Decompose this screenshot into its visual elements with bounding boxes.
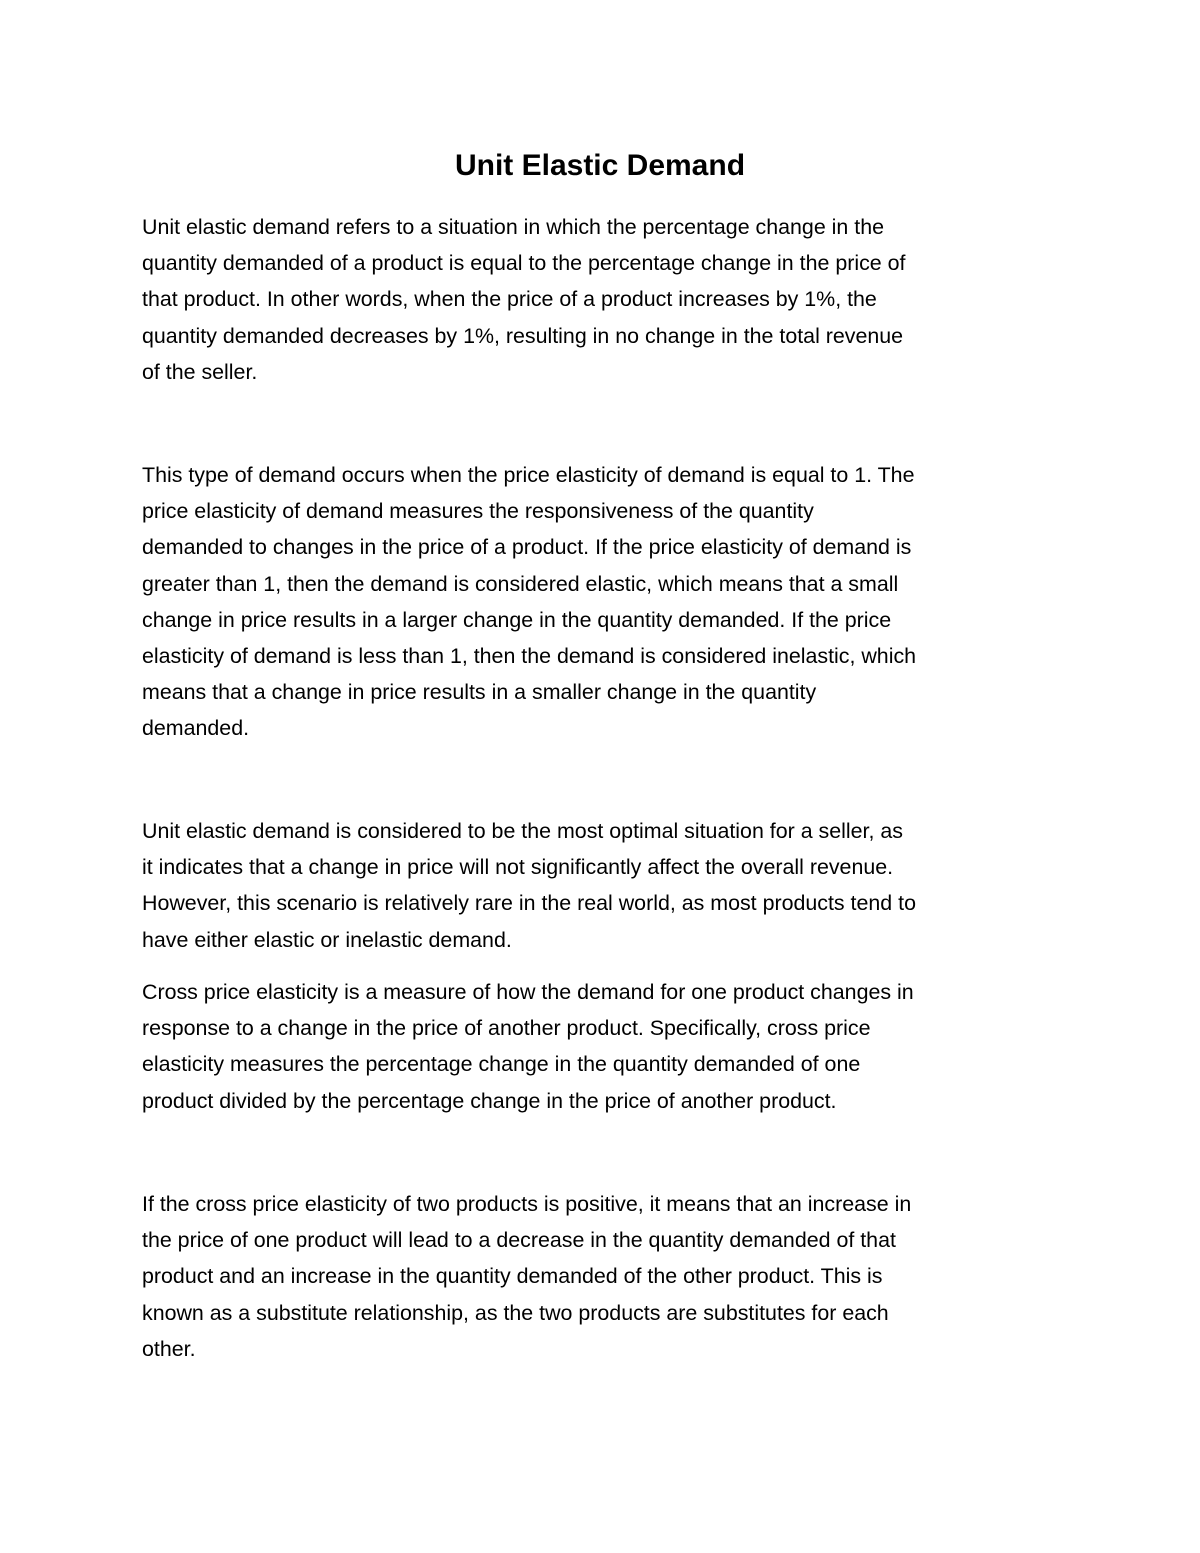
text-line: demanded to changes in the price of a product. If the price elasticity of demand is — [142, 535, 912, 560]
text-line: If the cross price elasticity of two products is positive, it means that an increase in — [142, 1192, 912, 1216]
text-line: Unit elastic demand is considered to be the most optimal situation for a seller, as — [142, 819, 903, 843]
text-line: Unit elastic demand refers to a situation in which the percentage change in the — [142, 215, 884, 239]
paragraph-unit-elastic-definition — [142, 209, 1060, 390]
text-line: have either elastic or inelastic demand. — [142, 927, 512, 952]
text-line: price elasticity of demand measures the responsiveness of the quantity — [142, 499, 814, 524]
text-line: elasticity measures the percentage change in the quantity demanded of one — [142, 1052, 861, 1077]
text-line: of the seller. — [142, 359, 258, 384]
text-line: response to a change in the price of another product. Specifically, cross price — [142, 1016, 871, 1041]
paragraph-substitute-relationship — [142, 1186, 1060, 1367]
text-line: This type of demand occurs when the price elasticity of demand is equal to 1. The — [142, 463, 915, 487]
text-line: greater than 1, then the demand is considered elastic, which means that a small — [142, 571, 899, 596]
text-line: elasticity of demand is less than 1, then the demand is considered inelastic, which — [142, 644, 917, 669]
text-line: means that a change in price results in a smaller change in the quantity — [142, 680, 817, 705]
text-line: it indicates that a change in price will not significantly affect the overall revenue. — [142, 855, 894, 880]
text-line: other. — [142, 1336, 196, 1361]
text-line: However, this scenario is relatively rare in the real world, as most products tend to — [142, 891, 916, 916]
text-line: change in price results in a larger change in the quantity demanded. If the price — [142, 607, 892, 632]
text-line: the price of one product will lead to a decrease in the quantity demanded of that — [142, 1228, 896, 1253]
text-line: product and an increase in the quantity demanded of the other product. This is — [142, 1264, 883, 1289]
paragraph-optimal-situation — [142, 813, 1060, 958]
text-line: that product. In other words, when the price of a product increases by 1%, the — [142, 287, 877, 312]
paragraph-cross-price-elasticity — [142, 974, 1060, 1119]
text-line: demanded. — [142, 716, 250, 741]
text-line: quantity demanded decreases by 1%, resulting in no change in the total revenue — [142, 323, 904, 348]
text-line: product divided by the percentage change in the price of another product. — [142, 1088, 837, 1113]
text-line: quantity demanded of a product is equal to the percentage change in the price of — [142, 251, 906, 276]
paragraph-price-elasticity — [142, 457, 1060, 747]
text-line: Cross price elasticity is a measure of how the demand for one product changes in — [142, 980, 914, 1004]
text-line: known as a substitute relationship, as the two products are substitutes for each — [142, 1300, 889, 1325]
document-title: Unit Elastic Demand — [454, 149, 746, 182]
